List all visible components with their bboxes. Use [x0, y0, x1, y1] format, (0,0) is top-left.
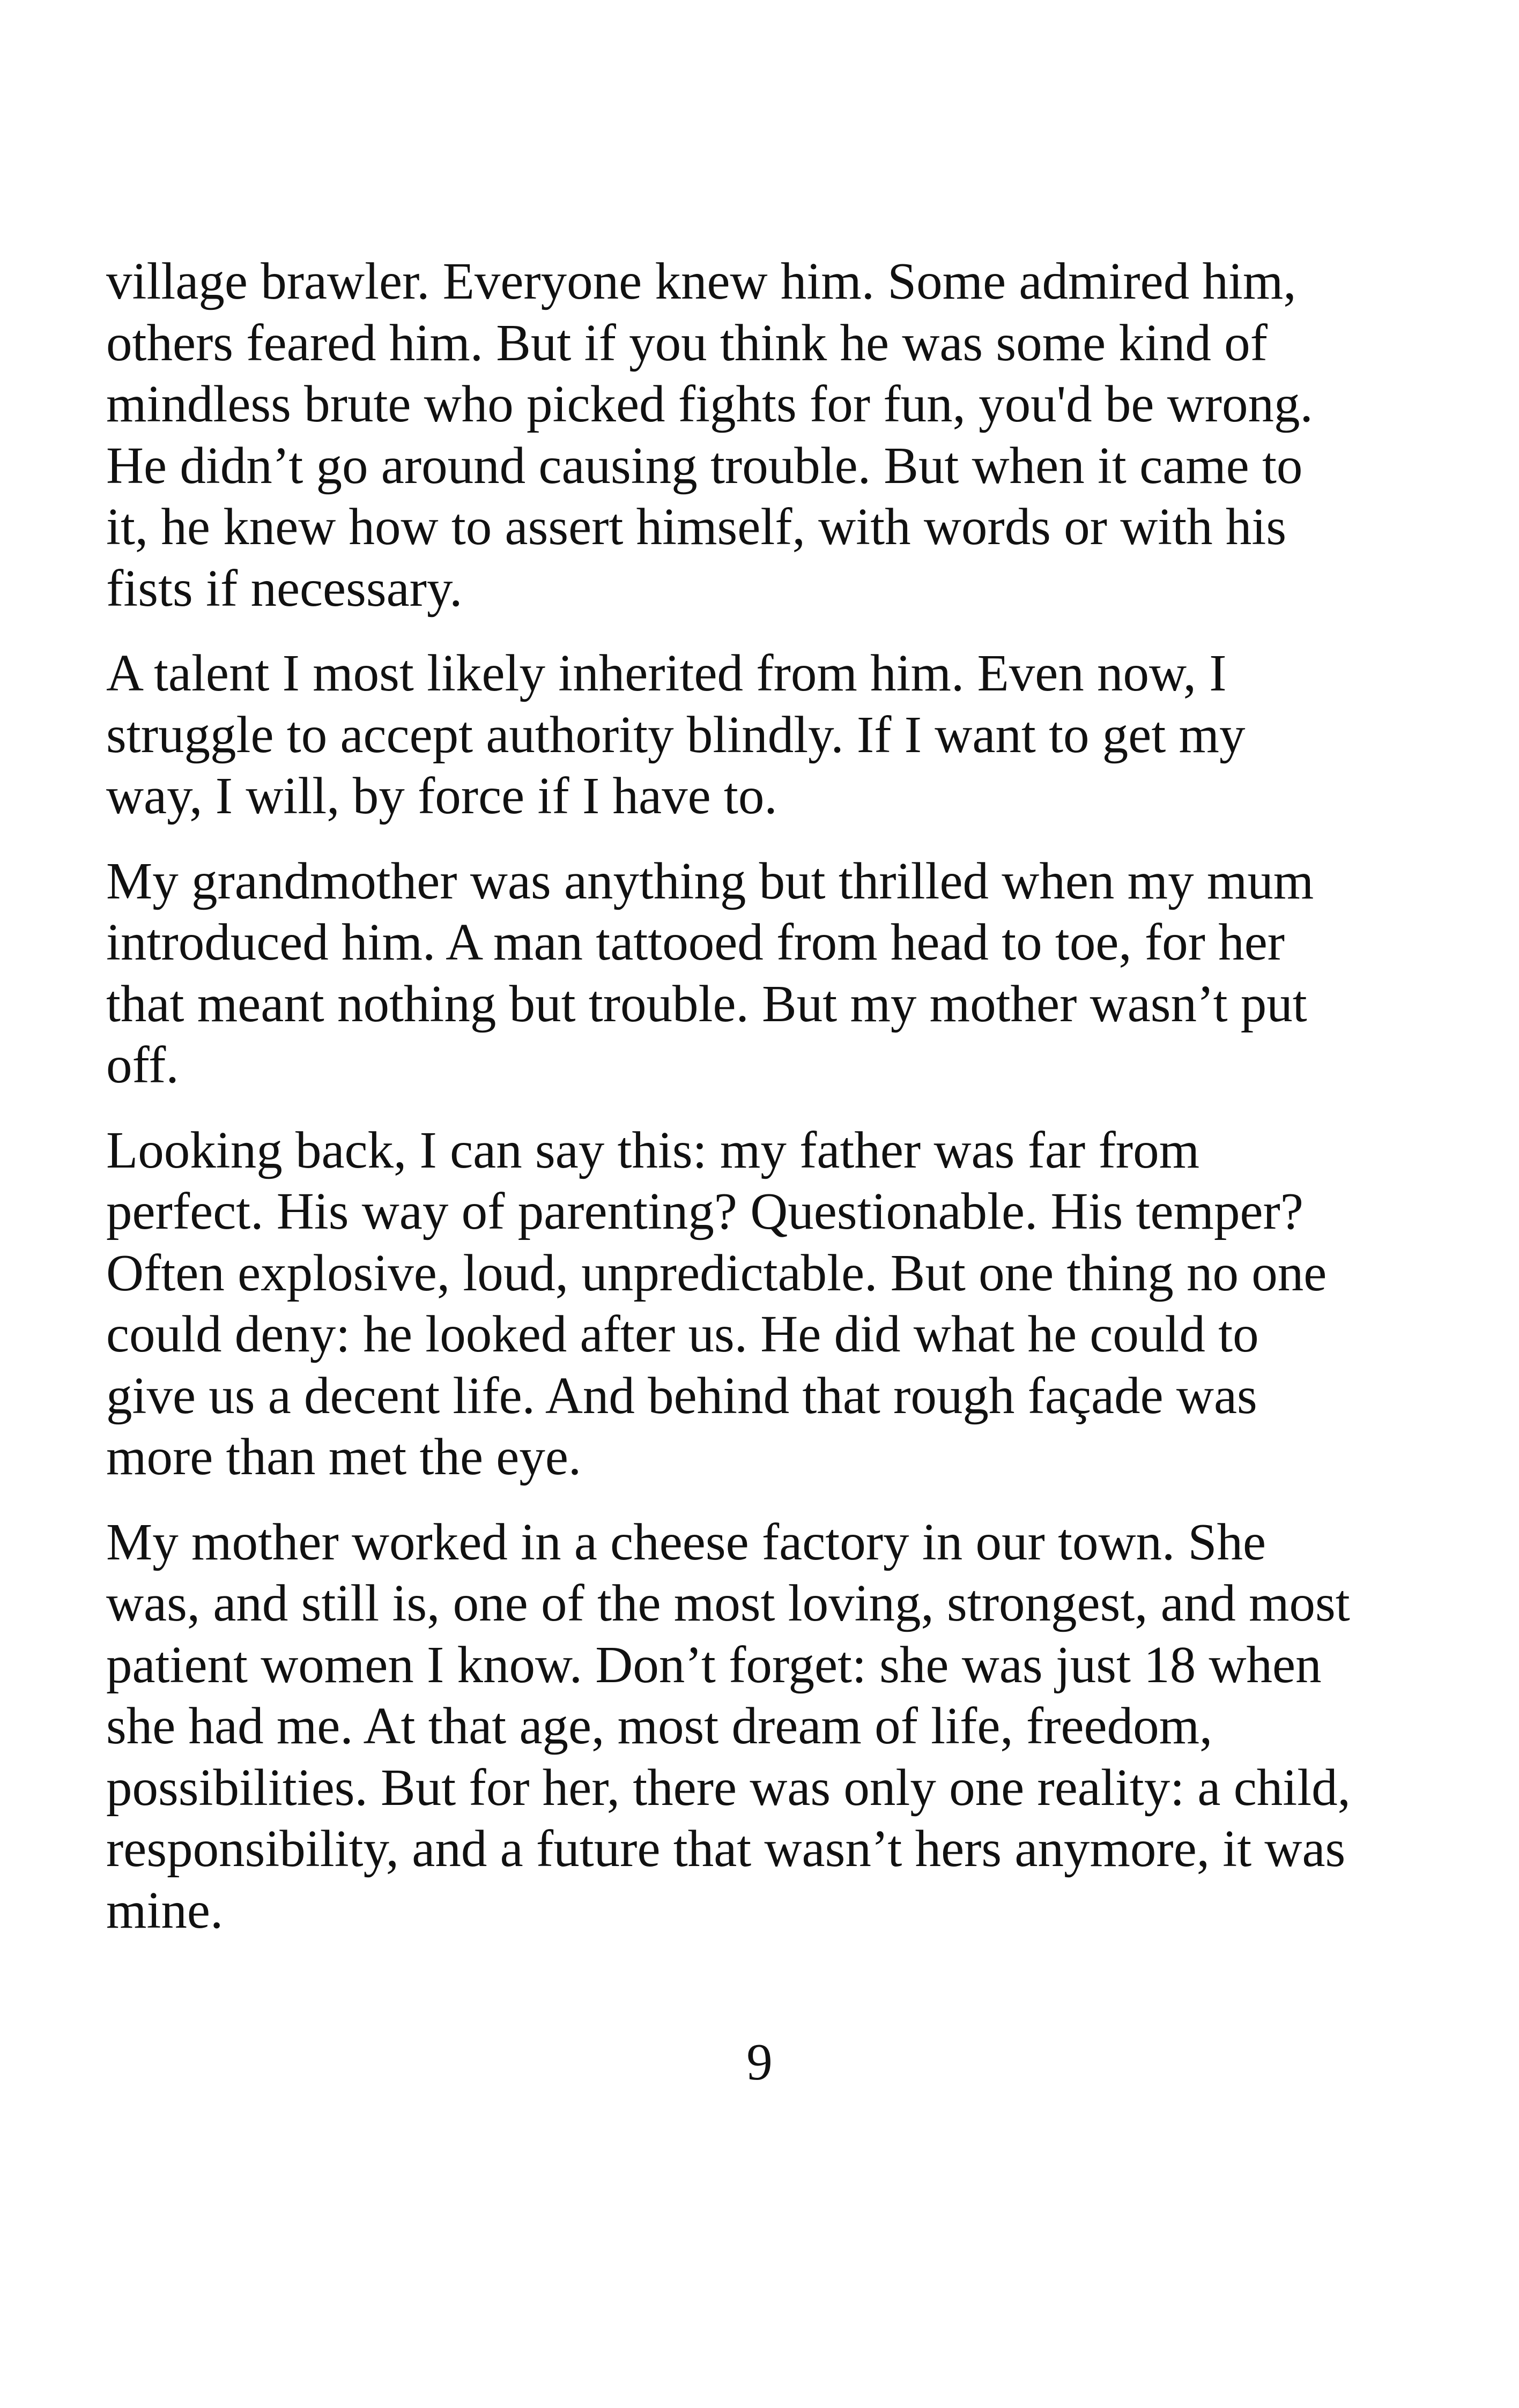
text-line: possibilities. But for her, there was only one reality: a child, — [106, 1758, 1351, 1816]
body-text — [106, 251, 1414, 1965]
text-line: was, and still is, one of the most loving, strongest, and most — [106, 1574, 1350, 1632]
paragraph-4 — [106, 1120, 1414, 1488]
text-line: others feared him. But if you think he was some kind of — [106, 314, 1268, 371]
text-line: mindless brute who picked fights for fun, you'd be wrong. — [106, 375, 1313, 433]
text-line: My grandmother was anything but thrilled when my mum — [106, 852, 1314, 910]
text-line: village brawler. Everyone knew him. Some admired him, — [106, 252, 1296, 310]
text-line: Looking back, I can say this: my father was far from — [106, 1121, 1200, 1179]
text-line: off. — [106, 1036, 179, 1094]
page-number: 9 — [746, 2033, 773, 2091]
paragraph-1 — [106, 251, 1414, 619]
text-line: My mother worked in a cheese factory in our town. She — [106, 1513, 1266, 1571]
text-line: perfect. His way of parenting? Questionable. His temper? — [106, 1183, 1303, 1240]
text-line: struggle to accept authority blindly. If I want to get my — [106, 705, 1246, 763]
paragraph-2 — [106, 643, 1414, 827]
text-line: A talent I most likely inherited from him. Even now, I — [106, 644, 1227, 702]
text-line: could deny: he looked after us. He did what he could to — [106, 1305, 1259, 1363]
text-line: Often explosive, loud, unpredictable. But one thing no one — [106, 1244, 1327, 1302]
text-line: responsibility, and a future that wasn’t hers anymore, it was — [106, 1820, 1346, 1877]
text-line: she had me. At that age, most dream of life, freedom, — [106, 1697, 1213, 1755]
text-line: more than met the eye. — [106, 1428, 582, 1485]
paragraph-3 — [106, 851, 1414, 1096]
text-line: it, he knew how to assert himself, with words or with his — [106, 498, 1287, 555]
text-line: He didn’t go around causing trouble. But when it came to — [106, 436, 1303, 494]
text-line: introduced him. A man tattooed from head to toe, for her — [106, 913, 1285, 971]
text-line: that meant nothing but trouble. But my mother wasn’t put — [106, 975, 1307, 1032]
paragraph-5 — [106, 1512, 1414, 1942]
text-line: fists if necessary. — [106, 559, 463, 617]
text-line: mine. — [106, 1881, 224, 1939]
text-line: patient women I know. Don’t forget: she was just 18 when — [106, 1636, 1322, 1693]
text-line: way, I will, by force if I have to. — [106, 767, 777, 824]
text-line: give us a decent life. And behind that rough façade was — [106, 1366, 1257, 1424]
